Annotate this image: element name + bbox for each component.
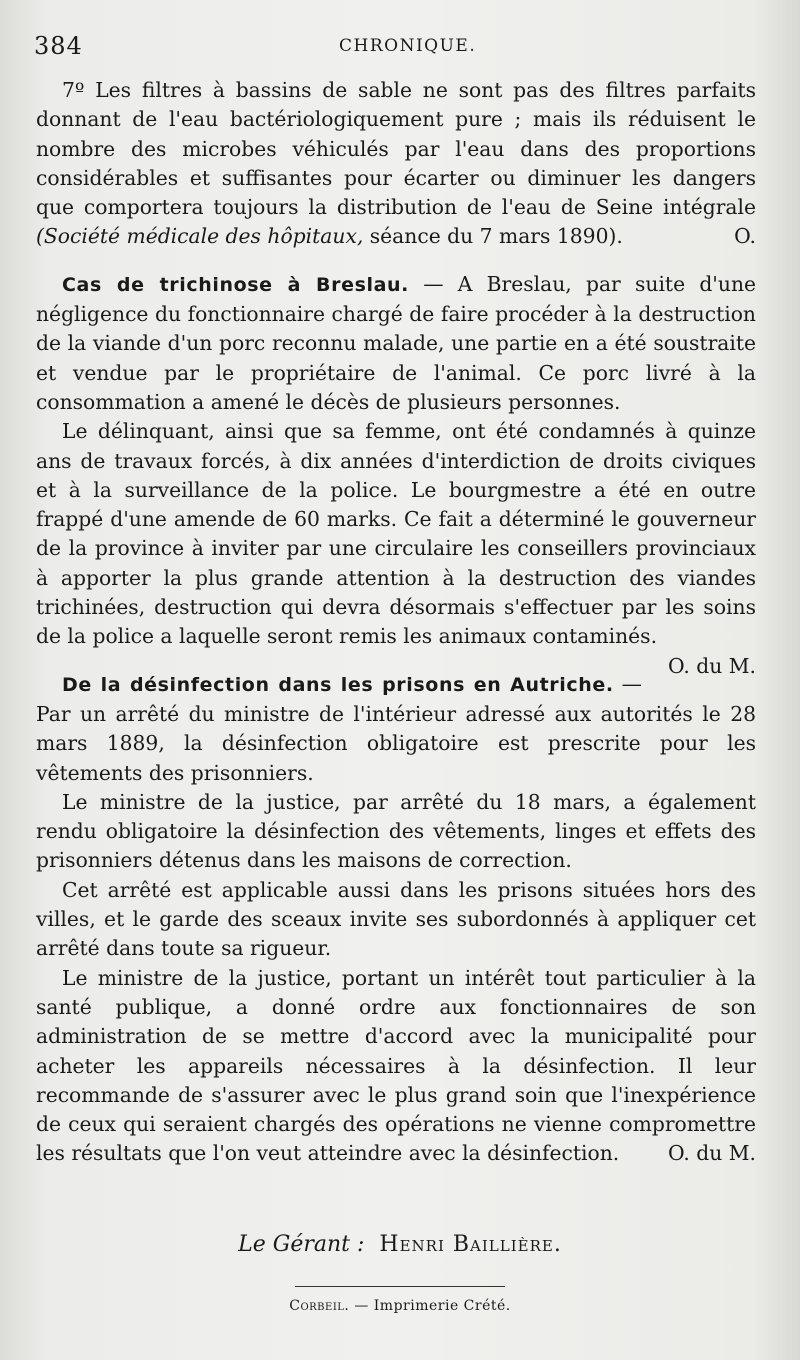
autriche-title-dash: — (613, 671, 642, 696)
page-body (36, 76, 756, 1169)
item-7-text: 7º Les filtres à bassins de sable ne sont pas des filtres parfaits donnant de l'eau bactériologiquement pure ; mais ils réduisent le nombre des microbes véhiculés par l'eau dans des proportions considérables et suffisantes pour écarter ou diminuer les dangers que comportera toujours la distribution de l'eau de Seine intégrale (36, 78, 756, 220)
printer-dash: — (349, 1298, 374, 1314)
item-7-paragraph (36, 76, 756, 252)
breslau-title-dash: — (408, 271, 458, 296)
item-7-date: séance du 7 mars 1890). (363, 224, 623, 249)
autriche-paragraph-3: Cet arrêté est applicable aussi dans les prisons situées hors des villes, et le garde des sceaux invite ses subordonnés à appliquer cet arrêté dans toute sa rigueur. (36, 877, 756, 961)
breslau-text-1: A Breslau, par suite d'une négligence du fonctionnaire chargé de faire procéder à la destruction de la viande d'un porc reconnu malade, une partie en a été soustraite et vendue par le propriétaire de l'animal. Ce porc livré à la consommation a amené le décès de plusieurs personnes. (36, 271, 757, 414)
printer-line (0, 1298, 800, 1314)
footer-divider (295, 1286, 505, 1287)
manager-line (0, 1232, 800, 1257)
autriche-text-4: Le ministre de la justice, portant un intérêt tout particulier à la santé publique, a donné ordre aux fonctionnaires de son administration de se mettre d'accord avec la municipalité pour acheter les appareils nécessaires à la désinfection. Il leur recommande de s'assurer avec le plus grand soin que l'inexpérience de ceux qui seraient chargés des opérations ne vienne compromettre les résultats que l'on veut atteindre avec la désinfection. (36, 965, 756, 1166)
article-autriche (36, 670, 756, 1169)
item-7-citation: (Société médicale des hôpitaux, (36, 224, 364, 249)
manager-name: Henri Baillière. (379, 1232, 562, 1257)
autriche-paragraph-4 (36, 964, 756, 1169)
item-7-signature: O. (734, 224, 756, 249)
autriche-paragraph-2: Le ministre de la justice, par arrêté du 18 mars, a également rendu obligatoire la désinfection des vêtements, linges et effets des prisonniers détenus dans les maisons de correction. (36, 789, 756, 873)
breslau-paragraph-2 (36, 417, 756, 678)
printer-name: Imprimerie Crété. (373, 1298, 511, 1314)
printer-city: Corbeil. (289, 1298, 350, 1314)
autriche-paragraph-1 (36, 670, 756, 788)
autriche-text-1: Par un arrêté du ministre de l'intérieur adressé aux autorités le 28 mars 1889, la désinfection obligatoire est prescrite pour les vêtements des prisonniers. (36, 701, 756, 785)
breslau-title: Cas de trichinose à Breslau. (62, 273, 409, 296)
page-number: 384 (34, 32, 83, 60)
breslau-text-2: Le délinquant, ainsi que sa femme, ont été condamnés à quinze ans de travaux forcés, à dix années d'interdiction de droits civiques et à la surveillance de la police. Le bourgmestre a été en outre frappé d'une amende de 60 marks. Ce fait a déterminé le gouverneur de la province à inviter par une circulaire les conseillers provinciaux à apporter la plus grande attention à la destruction des viandes trichinées, destruction qui devra désormais s'effectuer par les soins de la police a laquelle seront remis les animaux contaminés. (36, 419, 756, 649)
breslau-signature: O. du M. (667, 653, 756, 678)
autriche-title: De la désinfection dans les prisons en Autriche. (62, 673, 614, 696)
page-header (34, 32, 766, 62)
running-title: CHRONIQUE. (339, 36, 477, 56)
autriche-signature: O. du M. (667, 1141, 756, 1166)
breslau-paragraph-1 (36, 270, 756, 417)
article-breslau (36, 270, 757, 678)
manager-label: Le Gérant : (238, 1232, 365, 1257)
